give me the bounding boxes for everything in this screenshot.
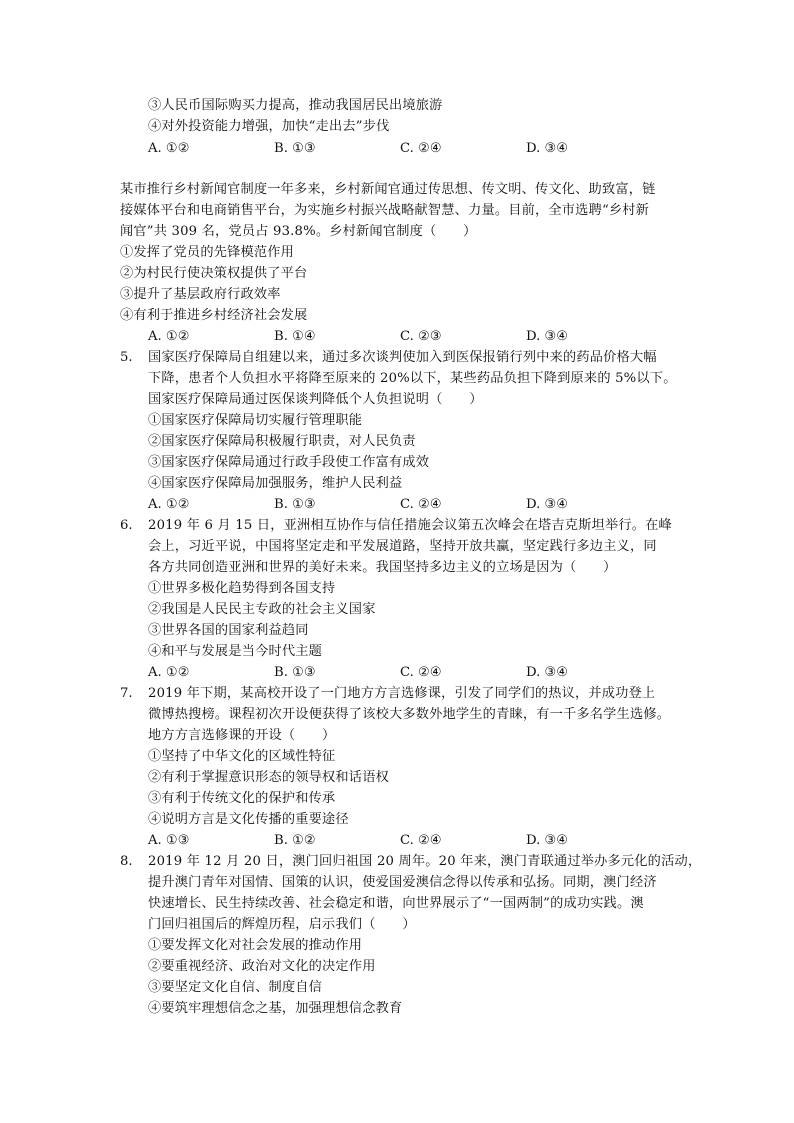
option-b: B. ①④ [274, 329, 316, 344]
question-choice-line: ①世界多极化趋势得到各国支持 [148, 581, 336, 596]
option-a: A. ①② [148, 665, 190, 680]
option-c: C. ②④ [400, 141, 442, 156]
question-number: 7. [120, 686, 133, 701]
question-choice-line: ②为村民行使决策权提供了平台 [120, 266, 308, 281]
question-text: 下降，患者个人负担水平将降至原来的 20%以下，某些药品负担下降到原来的 5%以下。 [148, 371, 677, 386]
option-c: C. ②④ [400, 497, 442, 512]
answer-options [148, 139, 668, 159]
question-choice-line: ②我国是人民民主专政的社会主义国家 [148, 602, 376, 617]
question-choice-line: ③要坚定文化自信、制度自信 [148, 980, 323, 995]
option-a: A. ①② [148, 141, 190, 156]
question-text: 2019 年 6 月 15 日，亚洲相互协作与信任措施会议第五次峰会在塔吉克斯坦举行。在峰 [148, 518, 672, 533]
question-text: 门回归祖国后的辉煌历程，启示我们（ ） [148, 917, 416, 932]
option-d: D. ③④ [526, 665, 569, 680]
question-text: 闻官”共 309 名，党员占 93.8%。乡村新闻官制度（ ） [120, 224, 477, 239]
question-text: 快速增长、民生持续改善、社会稳定和谐，向世界展示了“一国两制”的成功实践。澳 [148, 896, 644, 911]
question-choice-line: ④对外投资能力增强，加快“走出去”步伐 [148, 119, 390, 134]
question-text: 微博热搜榜。课程初次开设便获得了该校大多数外地学生的青睐，有一千多名学生选修。 [148, 707, 671, 722]
question-text: 2019 年 12 月 20 日，澳门回归祖国 20 周年。20 年来，澳门青联通过举办多元化的活动， [148, 854, 702, 869]
question-number: 6. [120, 518, 133, 533]
question-number: 8. [120, 854, 133, 869]
option-a: A. ①② [148, 497, 190, 512]
question-choice-line: ③提升了基层政府行政效率 [120, 287, 281, 302]
option-a: A. ①② [148, 329, 190, 344]
question-choice-line: ①坚持了中华文化的区域性特征 [148, 749, 336, 764]
option-d: D. ③④ [526, 833, 569, 848]
question-choice-line: ②要重视经济、政治对文化的决定作用 [148, 959, 376, 974]
option-d: D. ③④ [526, 141, 569, 156]
question-choice-line: ②有利于掌握意识形态的领导权和话语权 [148, 770, 389, 785]
option-b: B. ①② [274, 833, 316, 848]
question-text: 国家医疗保障局自组建以来，通过多次谈判使加入到医保报销行列中来的药品价格大幅 [148, 350, 657, 365]
question-text: 国家医疗保障局通过医保谈判降低个人负担说明（ ） [148, 392, 483, 407]
question-choice-line: ①发挥了党员的先锋模范作用 [120, 245, 295, 260]
answer-options [148, 327, 668, 347]
option-c: C. ②④ [400, 665, 442, 680]
question-choice-line: ③有利于传统文化的保护和传承 [148, 791, 336, 806]
question-choice-line: ④要筑牢理想信念之基，加强理想信念教育 [148, 1001, 403, 1016]
question-text: 各方共同创造亚洲和世界的美好未来。我国坚持多边主义的立场是因为（ ） [148, 560, 617, 575]
question-choice-line: ③国家医疗保障局通过行政手段使工作富有成效 [148, 455, 430, 470]
question-choice-line: ④国家医疗保障局加强服务，维护人民利益 [148, 476, 403, 491]
question-choice-line: ④说明方言是文化传播的重要途径 [148, 812, 349, 827]
option-d: D. ③④ [526, 497, 569, 512]
option-d: D. ③④ [526, 329, 569, 344]
question-number: 5. [120, 350, 133, 365]
option-b: B. ①③ [274, 141, 316, 156]
question-choice-line: ①要发挥文化对社会发展的推动作用 [148, 938, 363, 953]
option-c: C. ②③ [400, 329, 442, 344]
option-a: A. ①③ [148, 833, 190, 848]
question-choice-line: ①国家医疗保障局切实履行管理职能 [148, 413, 363, 428]
answer-options [148, 495, 668, 515]
option-b: B. ①③ [274, 665, 316, 680]
question-choice-line: ④和平与发展是当今时代主题 [148, 644, 323, 659]
question-text: 某市推行乡村新闻官制度一年多来，乡村新闻官通过传思想、传文明、传文化、助致富，链 [120, 182, 656, 197]
question-choice-line: ②国家医疗保障局积极履行职责，对人民负责 [148, 434, 416, 449]
answer-options [148, 831, 668, 851]
question-choice-line: ④有利于推进乡村经济社会发展 [120, 308, 308, 323]
question-text: 会上，习近平说，中国将坚定走和平发展道路，坚持开放共赢，坚定践行多边主义，同 [148, 539, 657, 554]
question-text: 2019 年下期，某高校开设了一门地方方言选修课，引发了同学们的热议，并成功登上 [148, 686, 656, 701]
question-text: 接媒体平台和电商销售平台，为实施乡村振兴战略献智慧、力量。目前，全市选聘“乡村新 [120, 203, 650, 218]
option-b: B. ①③ [274, 497, 316, 512]
question-choice-line: ③世界各国的国家利益趋同 [148, 623, 309, 638]
question-choice-line: ③人民币国际购买力提高，推动我国居民出境旅游 [148, 98, 443, 113]
option-c: C. ②④ [400, 833, 442, 848]
answer-options [148, 663, 668, 683]
question-text: 提升澳门青年对国情、国策的认识，使爱国爱澳信念得以传承和弘扬。同期，澳门经济 [148, 875, 657, 890]
question-text: 地方方言选修课的开设（ ） [148, 728, 336, 743]
